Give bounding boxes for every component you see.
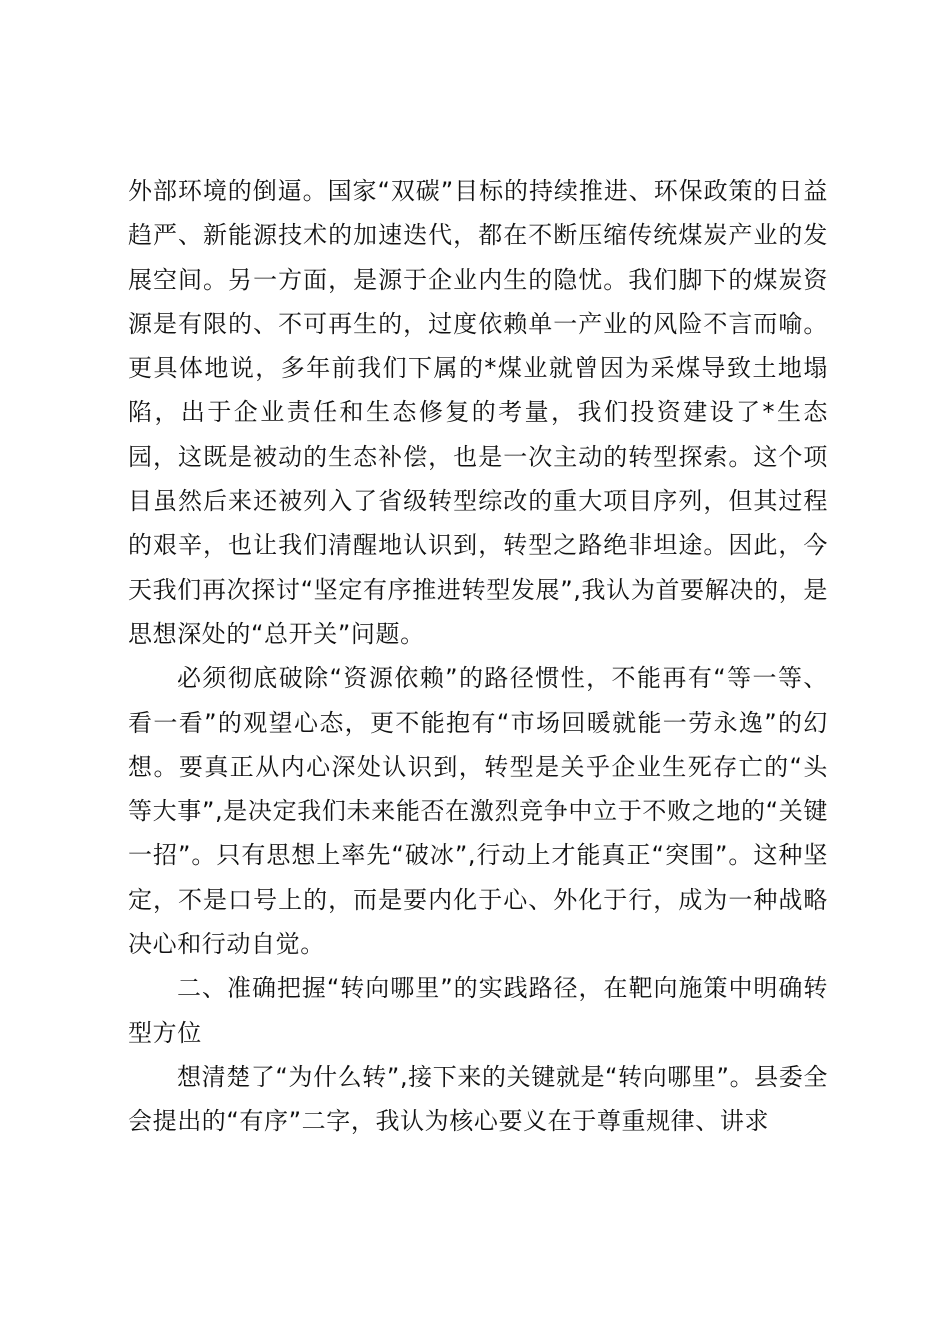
paragraph-continuation: 外部环境的倒逼。国家“双碳”目标的持续推进、环保政策的日益趋严、新能源技术的加速迭代，都在不断压缩传统煤炭产业的发展空间。另一方面，是源于企业内生的隐忧。我们脚下的煤炭资源是有限的、不可再生的，过度依赖单一产业的风险不言而喻。更具体地说，多年前我们下属的*煤业就曾因为采煤导致土地塌陷，出于企业责任和生态修复的考量，我们投资建设了*生态园，这既是被动的生态补偿，也是一次主动的转型探索。这个项目虽然后来还被列入了省级转型综改的重大项目序列，但其过程的艰辛，也让我们清醒地认识到，转型之路绝非坦途。因此，今天我们再次探讨“坚定有序推进转型发展”,我认为首要解决的，是思想深处的“总开关”问题。 xyxy=(128,177,828,648)
document-body xyxy=(128,169,828,1144)
paragraph-mindset: 必须彻底破除“资源依赖”的路径惯性，不能再有“等一等、看一看”的观望心态，更不能抱有“市场回暖就能一劳永逸”的幻想。要真正从内心深处认识到，转型是关乎企业生死存亡的“头等大事”,是决定我们未来能否在激烈竞争中立于不败之地的“关键一招”。只有思想上率先“破冰”,行动上才能真正“突围”。这种坚定，不是口号上的，而是要内化于心、外化于行，成为一种战略决心和行动自觉。 xyxy=(128,664,828,959)
section-heading-2: 二、准确把握“转向哪里”的实践路径，在靶向施策中明确转型方位 xyxy=(128,974,828,1047)
paragraph-direction: 想清楚了“为什么转”,接下来的关键就是“转向哪里”。县委全会提出的“有序”二字，我认为核心要义在于尊重规律、讲求 xyxy=(128,1062,828,1136)
